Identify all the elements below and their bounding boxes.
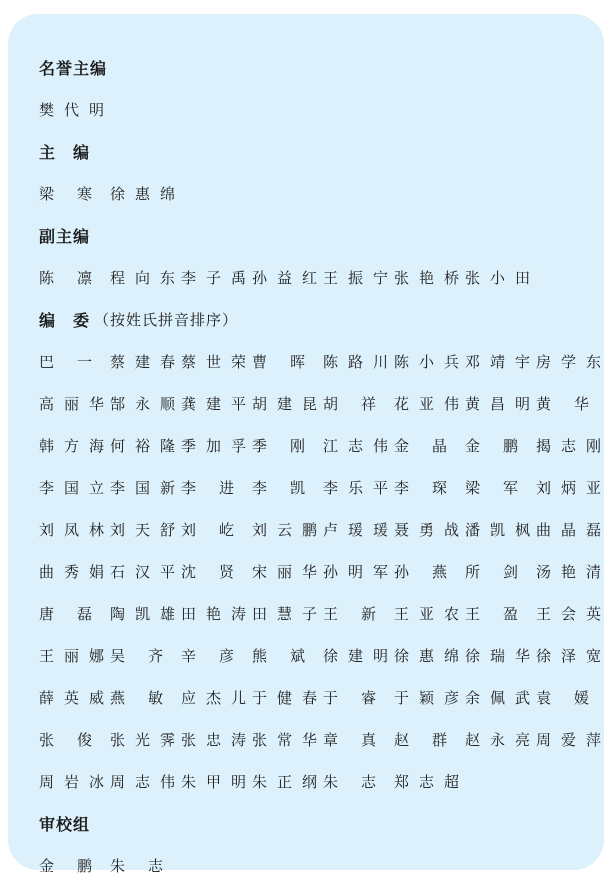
- member-name: 赵 群: [394, 730, 447, 749]
- member-name: 吴 齐: [110, 646, 163, 665]
- member-name: 沈 贤: [181, 562, 234, 581]
- member-name: 曲晶磊: [536, 520, 601, 539]
- member-name: 周志伟: [110, 772, 175, 791]
- member-name: 石汉平: [110, 562, 175, 581]
- member-name: 李 凯: [252, 478, 305, 497]
- section-title: 副主编: [39, 226, 91, 246]
- member-name: 李国新: [110, 478, 175, 497]
- member-name: 汤艳清: [536, 562, 601, 581]
- member-name: 陈 凛: [39, 268, 92, 287]
- member-name: 郑志超: [394, 772, 459, 791]
- member-name: 薛英威: [39, 688, 104, 707]
- member-name: 应杰儿: [181, 688, 246, 707]
- member-name: 龚建平: [181, 394, 246, 413]
- name-row: [39, 424, 599, 466]
- name-row: [39, 676, 599, 718]
- member-name: 王 盈: [465, 604, 518, 623]
- member-name: 聂勇战: [394, 520, 459, 539]
- name-row: [39, 634, 599, 676]
- member-name: 郜永顺: [110, 394, 175, 413]
- member-name: 所 剑: [465, 562, 518, 581]
- member-name: 辛 彦: [181, 646, 234, 665]
- member-name: 房学东: [536, 352, 601, 371]
- content-card: [8, 14, 604, 875]
- member-name: 唐 磊: [39, 604, 92, 623]
- name-row: [39, 508, 599, 550]
- editorial-board-list: [39, 46, 599, 886]
- member-name: 刘凤林: [39, 520, 104, 539]
- member-name: 张 俊: [39, 730, 92, 749]
- member-name: 朱 志: [110, 856, 163, 875]
- member-name: 王会英: [536, 604, 601, 623]
- section-heading: [39, 802, 599, 844]
- member-name: 蔡世荣: [181, 352, 246, 371]
- member-name: 徐泽宽: [536, 646, 601, 665]
- member-name: 金 鹏: [465, 436, 518, 455]
- section-note: （按姓氏拼音排序）: [94, 310, 239, 329]
- member-name: 于健春: [252, 688, 317, 707]
- member-name: 梁 寒: [39, 184, 92, 203]
- section-title: 审校组: [39, 814, 91, 834]
- member-name: 潘凯枫: [465, 520, 530, 539]
- member-name: 刘天舒: [110, 520, 175, 539]
- member-name: 刘 屹: [181, 520, 234, 539]
- member-name: 胡 祥: [323, 394, 376, 413]
- name-row: [39, 382, 599, 424]
- member-name: 徐建明: [323, 646, 388, 665]
- member-name: 黄昌明: [465, 394, 530, 413]
- member-name: 熊 斌: [252, 646, 305, 665]
- member-name: 张小田: [465, 268, 530, 287]
- member-name: 李 进: [181, 478, 234, 497]
- member-name: 李国立: [39, 478, 104, 497]
- member-name: 徐惠绵: [394, 646, 459, 665]
- member-name: 朱正纲: [252, 772, 317, 791]
- member-name: 黄 华: [536, 394, 589, 413]
- section-heading: [39, 46, 599, 88]
- member-name: 李子禹: [181, 268, 246, 287]
- member-name: 邓靖宇: [465, 352, 530, 371]
- member-name: 王 新: [323, 604, 376, 623]
- section-heading: [39, 130, 599, 172]
- name-row: [39, 550, 599, 592]
- member-name: 王振宁: [323, 268, 388, 287]
- member-name: 田慧子: [252, 604, 317, 623]
- member-name: 周爱萍: [536, 730, 601, 749]
- member-name: 王丽娜: [39, 646, 104, 665]
- member-name: 朱 志: [323, 772, 376, 791]
- member-name: 李 琛: [394, 478, 447, 497]
- member-name: 孙 燕: [394, 562, 447, 581]
- member-name: 周岩冰: [39, 772, 104, 791]
- member-name: 高丽华: [39, 394, 104, 413]
- member-name: 卢瑗瑗: [323, 520, 388, 539]
- member-name: 张忠涛: [181, 730, 246, 749]
- member-name: 田艳涛: [181, 604, 246, 623]
- member-name: 李乐平: [323, 478, 388, 497]
- name-row: [39, 592, 599, 634]
- member-name: 胡建昆: [252, 394, 317, 413]
- member-name: 张艳桥: [394, 268, 459, 287]
- member-name: 孙明军: [323, 562, 388, 581]
- member-name: 揭志刚: [536, 436, 601, 455]
- member-name: 于 睿: [323, 688, 376, 707]
- member-name: 徐惠绵: [110, 184, 175, 203]
- member-name: 梁 军: [465, 478, 518, 497]
- member-name: 巴 一: [39, 352, 92, 371]
- member-name: 季加孚: [181, 436, 246, 455]
- name-row: [39, 256, 599, 298]
- member-name: 曲秀娟: [39, 562, 104, 581]
- section-title: 主 编: [39, 142, 91, 162]
- member-name: 袁 媛: [536, 688, 589, 707]
- member-name: 章 真: [323, 730, 376, 749]
- member-name: 余佩武: [465, 688, 530, 707]
- member-name: 金 晶: [394, 436, 447, 455]
- member-name: 张常华: [252, 730, 317, 749]
- member-name: 朱甲明: [181, 772, 246, 791]
- member-name: 陈小兵: [394, 352, 459, 371]
- section-title: 编 委: [39, 310, 91, 330]
- member-name: 金 鹏: [39, 856, 92, 875]
- member-name: 陶凯雄: [110, 604, 175, 623]
- member-name: 孙益红: [252, 268, 317, 287]
- name-row: [39, 760, 599, 802]
- member-name: 徐瑞华: [465, 646, 530, 665]
- name-row: [39, 844, 599, 886]
- member-name: 王亚农: [394, 604, 459, 623]
- member-name: 于颖彦: [394, 688, 459, 707]
- member-name: 程向东: [110, 268, 175, 287]
- member-name: 曹 晖: [252, 352, 305, 371]
- member-name: 刘云鹏: [252, 520, 317, 539]
- name-row: [39, 172, 599, 214]
- name-row: [39, 718, 599, 760]
- member-name: 宋丽华: [252, 562, 317, 581]
- member-name: 张光霁: [110, 730, 175, 749]
- member-name: 赵永亮: [465, 730, 530, 749]
- member-name: 陈路川: [323, 352, 388, 371]
- name-row: [39, 88, 599, 130]
- member-name: 江志伟: [323, 436, 388, 455]
- member-name: 花亚伟: [394, 394, 459, 413]
- member-name: 燕 敏: [110, 688, 163, 707]
- member-name: 韩方海: [39, 436, 104, 455]
- member-name: 刘炳亚: [536, 478, 601, 497]
- section-heading: [39, 298, 599, 340]
- member-name: 樊代明: [39, 100, 104, 119]
- name-row: [39, 340, 599, 382]
- member-name: 蔡建春: [110, 352, 175, 371]
- section-title: 名誉主编: [39, 58, 108, 78]
- name-row: [39, 466, 599, 508]
- member-name: 何裕隆: [110, 436, 175, 455]
- member-name: 季 刚: [252, 436, 305, 455]
- section-heading: [39, 214, 599, 256]
